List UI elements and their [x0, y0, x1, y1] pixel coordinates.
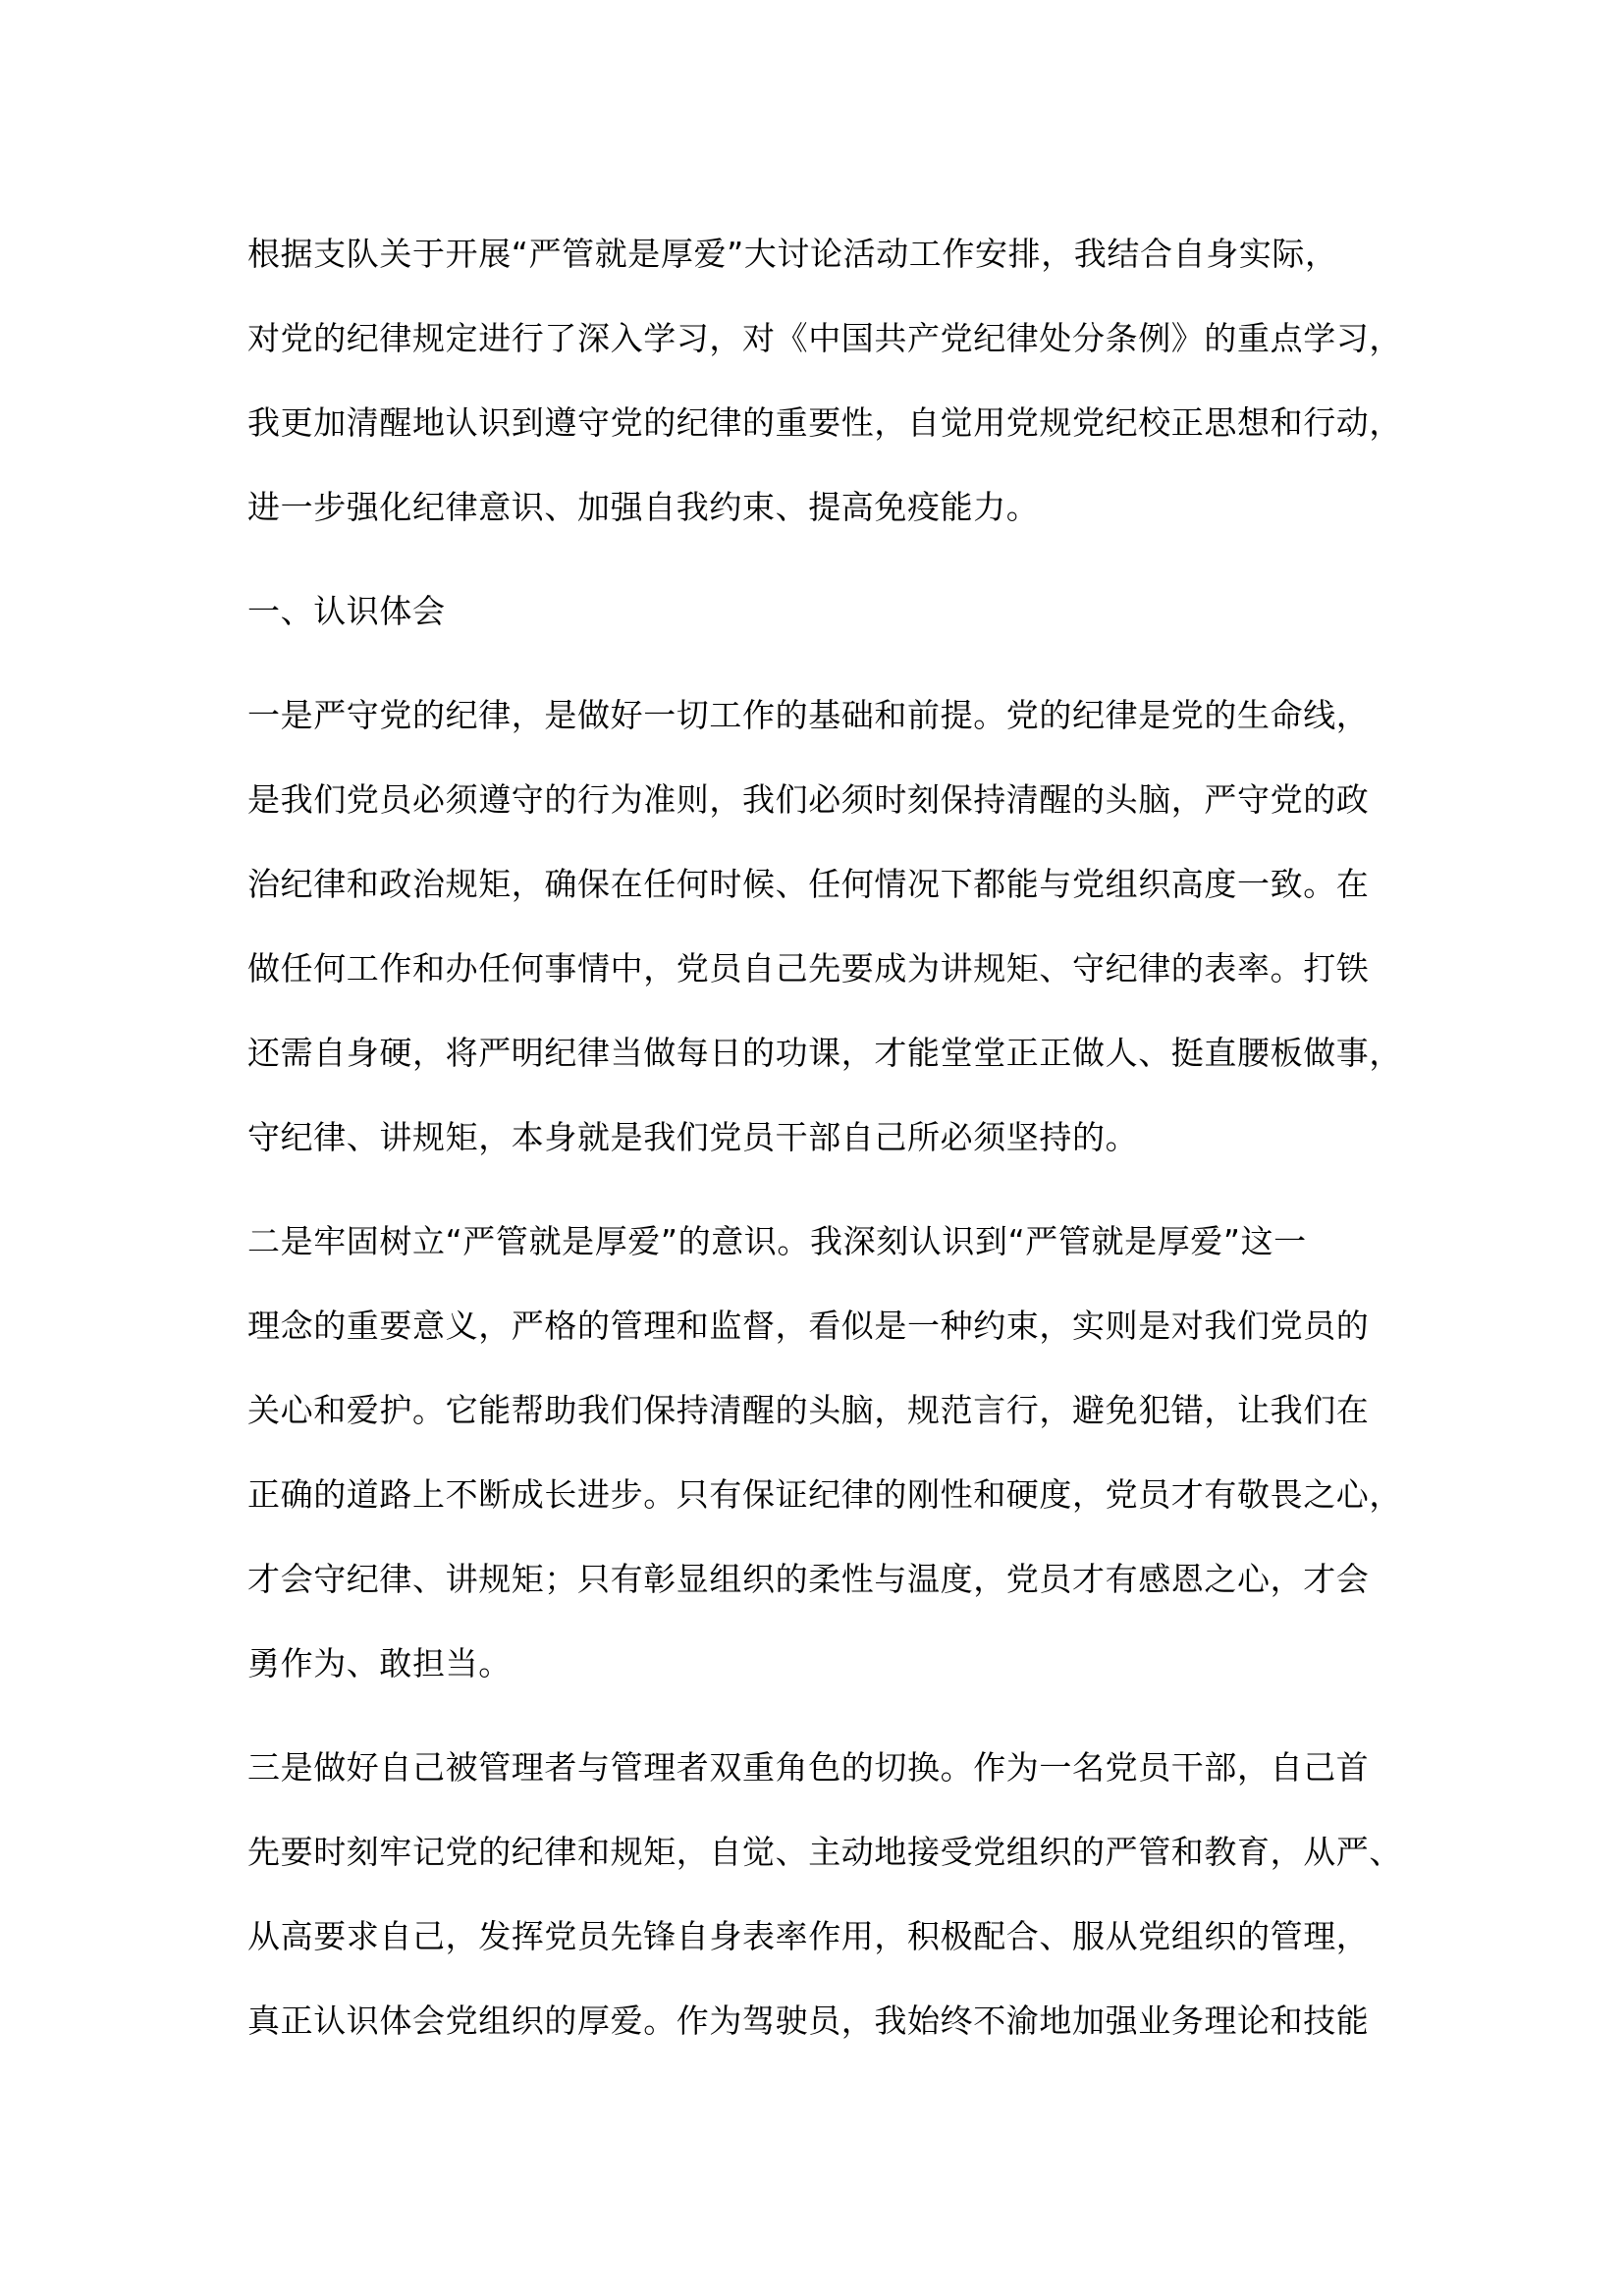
point2-line-3: 关心和爱护。它能帮助我们保持清醒的头脑，规范言行，避免犯错，让我们在	[247, 1391, 1370, 1429]
point2-line-4: 正确的道路上不断成长进步。只有保证纪律的刚性和硬度，党员才有敬畏之心，	[247, 1475, 1402, 1514]
intro-line-3: 我更加清醒地认识到遵守党的纪律的重要性，自觉用党规党纪校正思想和行动，	[247, 403, 1402, 442]
intro-line-2: 对党的纪律规定进行了深入学习，对《中国共产党纪律处分条例》的重点学习，	[247, 319, 1402, 357]
point1-line-6: 守纪律、讲规矩，本身就是我们党员干部自己所必须坚持的。	[247, 1118, 1139, 1156]
point2-line-1: 二是牢固树立“严管就是厚爱”的意识。我深刻认识到“严管就是厚爱”这一	[247, 1222, 1307, 1260]
point1-line-1: 一是严守党的纪律，是做好一切工作的基础和前提。党的纪律是党的生命线，	[247, 696, 1370, 734]
intro-line-4: 进一步强化纪律意识、加强自我约束、提高免疫能力。	[247, 488, 1040, 526]
point3-line-3: 从高要求自己，发挥党员先锋自身表率作用，积极配合、服从党组织的管理，	[247, 1917, 1370, 1955]
point1-line-3: 治纪律和政治规矩，确保在任何时候、任何情况下都能与党组织高度一致。在	[247, 865, 1370, 903]
point2-line-2: 理念的重要意义，严格的管理和监督，看似是一种约束，实则是对我们党员的	[247, 1307, 1370, 1345]
point3-line-4: 真正认识体会党组织的厚爱。作为驾驶员，我始终不渝地加强业务理论和技能	[247, 2002, 1370, 2040]
point1-line-2: 是我们党员必须遵守的行为准则，我们必须时刻保持清醒的头脑，严守党的政	[247, 780, 1370, 819]
intro-line-1: 根据支队关于开展“严管就是厚爱”大讨论活动工作安排，我结合自身实际，	[247, 235, 1338, 273]
point2-line-6: 勇作为、敢担当。	[247, 1644, 512, 1682]
section-heading: 一、认识体会	[247, 592, 446, 630]
point3-line-2: 先要时刻牢记党的纪律和规矩，自觉、主动地接受党组织的严管和教育，从严、	[247, 1833, 1402, 1871]
point1-line-5: 还需自身硬，将严明纪律当做每日的功课，才能堂堂正正做人、挺直腰板做事，	[247, 1034, 1402, 1072]
point2-line-5: 才会守纪律、讲规矩；只有彰显组织的柔性与温度，党员才有感恩之心，才会	[247, 1560, 1370, 1598]
point3-line-1: 三是做好自己被管理者与管理者双重角色的切换。作为一名党员干部，自己首	[247, 1748, 1370, 1787]
point1-line-4: 做任何工作和办任何事情中，党员自己先要成为讲规矩、守纪律的表率。打铁	[247, 949, 1370, 988]
